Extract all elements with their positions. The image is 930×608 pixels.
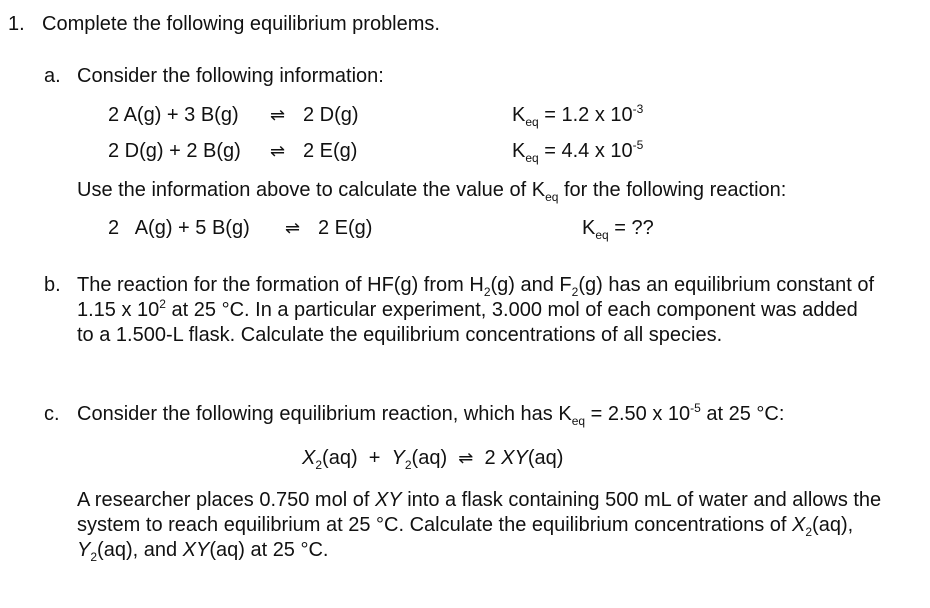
reaction-2-arrow: ⇌ — [270, 141, 286, 161]
part-c-intro: Consider the following equilibrium reaction, which has $K_{eq} = 2.50$ x $10^{-5}$ at 25 °C: — [77, 401, 785, 428]
target-reaction-rhs: 2 E(g) — [318, 217, 373, 239]
part-b-letter: b. — [44, 274, 61, 296]
part-c-letter: c. — [44, 403, 60, 425]
question-title: Complete the following equilibrium problems. — [42, 13, 440, 35]
part-a-instruction: Use the information above to calculate the value of $K_{eq}$ for the following reaction: — [77, 179, 787, 204]
reaction-1-lhs: 2 A(g) + 3 B(g) — [108, 104, 239, 126]
part-c-text: A researcher places 0.750 mol of XY into a flask containing 500 mL of water and allows the system to reach equilibrium at 25 °C. Calculate the equilibrium concentrations of $X_2(aq)$, $Y_2(aq)$, and XY(aq) at 25 °C. — [77, 489, 882, 564]
part-b-text: The reaction for the formation of HF(g) from $H_2(g)$ and $F_2(g)$ has an equilibrium constant of 1.15 x $10^2$ at 25 °C. In a particular experiment, 3.000 mol of each component was added to a 1.500-L flask. Calculate the equilibrium concentrations of all species. — [77, 274, 875, 346]
part-c-reaction-arrow: ⇌ — [458, 448, 474, 468]
reaction-2-keq: $K_{eq} = 4.4$ x $10^{-5}$ — [512, 138, 644, 165]
part-a-intro: Consider the following information: — [77, 65, 384, 87]
reaction-2-rhs: 2 E(g) — [303, 140, 358, 162]
target-reaction-arrow: ⇌ — [285, 218, 301, 238]
target-reaction-lhs: 2 A(g) + 5 B(g) — [108, 217, 250, 239]
part-a-letter: a. — [44, 65, 61, 87]
reaction-1-arrow: ⇌ — [270, 105, 286, 125]
target-reaction-keq: $K_{eq}$ = ?? — [582, 217, 654, 242]
reaction-1-rhs: 2 D(g) — [303, 104, 359, 126]
part-c-reaction: $X_2(aq) + Y_2(aq)$ ⇌ 2 XY(aq) — [302, 447, 564, 472]
reaction-1-keq: $K_{eq} = 1.2$ x $10^{-3}$ — [512, 102, 644, 129]
reaction-2-lhs: 2 D(g) + 2 B(g) — [108, 140, 241, 162]
question-number: 1. — [8, 13, 25, 35]
